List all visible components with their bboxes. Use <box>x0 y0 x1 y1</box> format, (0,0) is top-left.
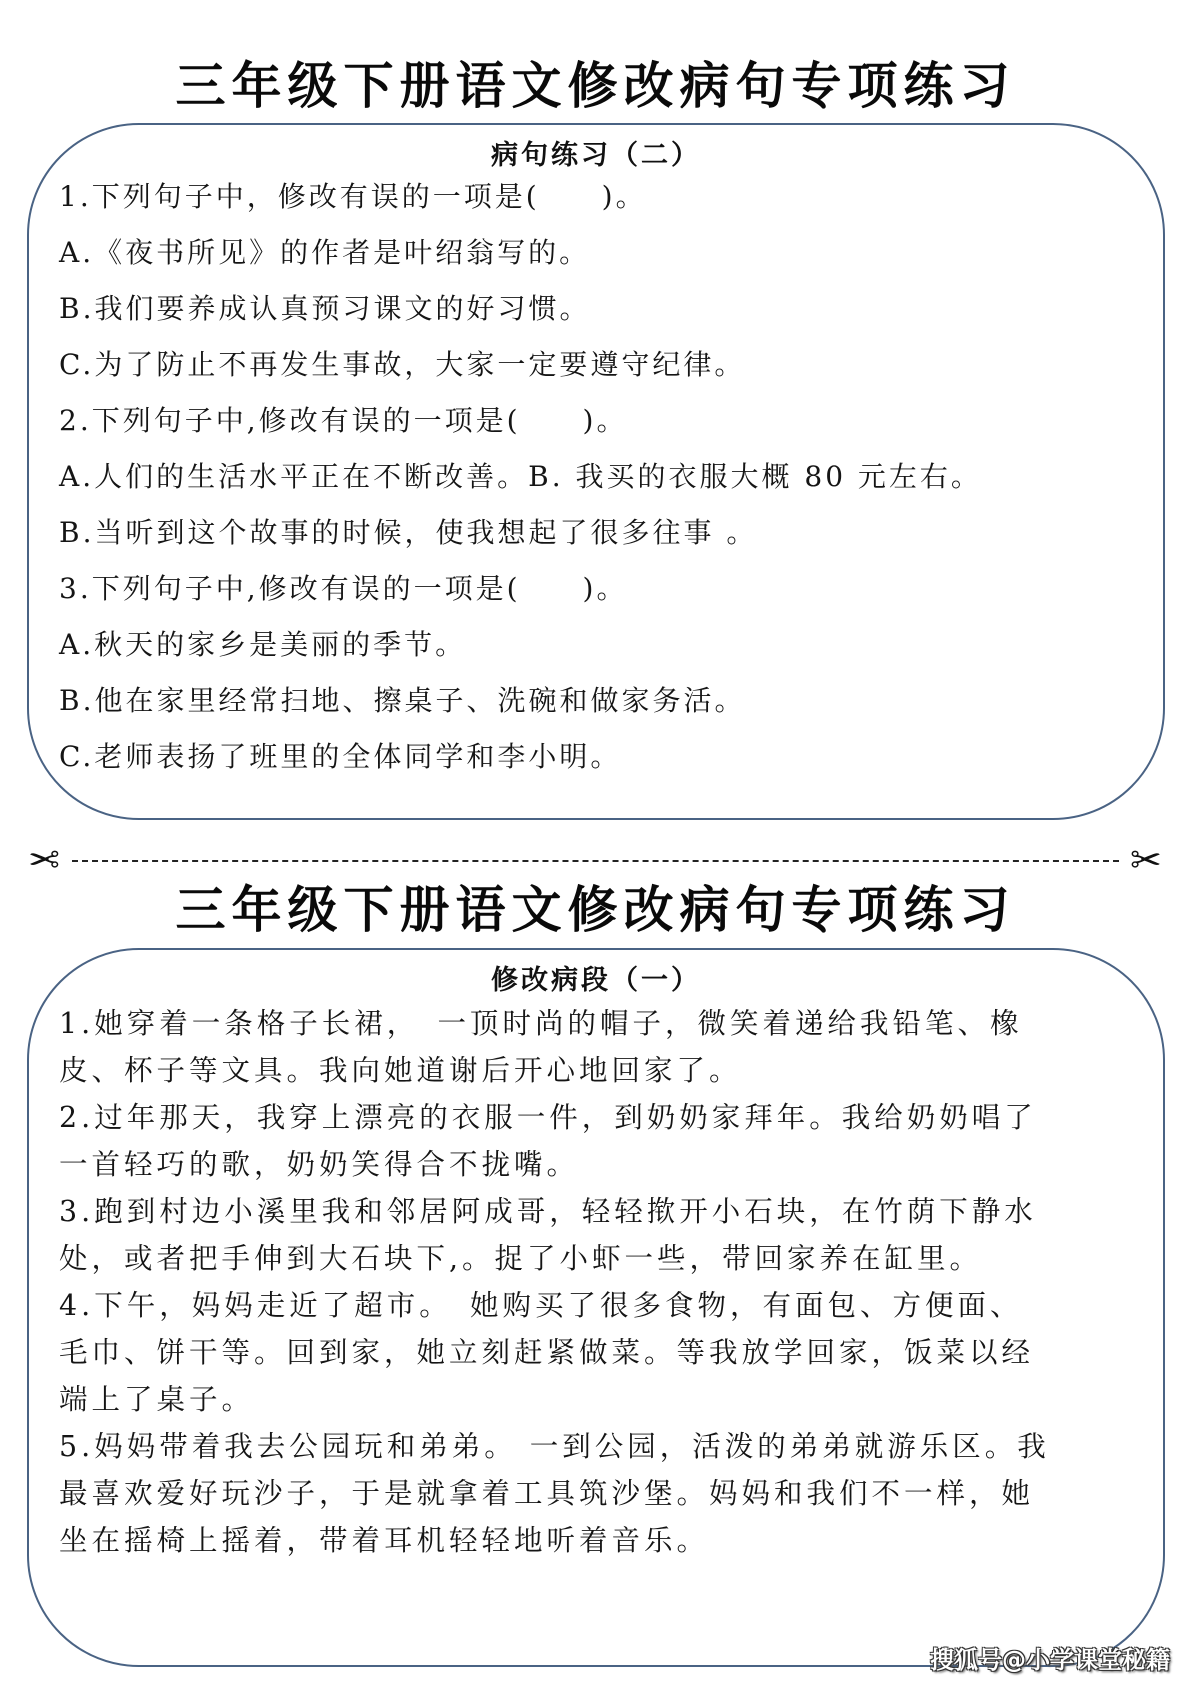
option-line: C.为了防止不再发生事故，大家一定要遵守纪律。 <box>59 348 746 381</box>
exercise-box-1 <box>27 123 1165 820</box>
paragraph-line: 4.下午，妈妈走近了超市。 她购买了很多食物，有面包、方便面、 <box>59 1289 1023 1322</box>
paragraph-line: 处，或者把手伸到大石块下,。捉了小虾一些，带回家养在缸里。 <box>59 1242 983 1275</box>
paragraph-line: 3.跑到村边小溪里我和邻居阿成哥，轻轻揿开小石块，在竹荫下静水 <box>59 1195 1037 1228</box>
paragraph-line: 2.过年那天，我穿上漂亮的衣服一件，到奶奶家拜年。我给奶奶唱了 <box>59 1101 1037 1134</box>
option-line: B.他在家里经常扫地、擦桌子、洗碗和做家务活。 <box>59 684 746 717</box>
option-line: A.《夜书所见》的作者是叶绍翁写的。 <box>59 236 591 269</box>
paragraph-line: 最喜欢爱好玩沙子，于是就拿着工具筑沙堡。妈妈和我们不一样，她 <box>59 1477 1035 1510</box>
question-line: 3.下列句子中,修改有误的一项是( )。 <box>59 572 628 605</box>
page-title-2: 三年级下册语文修改病句专项练习 <box>175 881 1016 939</box>
option-line: A.秋天的家乡是美丽的季节。 <box>59 628 467 661</box>
exercise-box-2 <box>27 948 1165 1667</box>
paragraph-line: 1.她穿着一条格子长裙， 一顶时尚的帽子，微笑着递给我铅笔、橡 <box>59 1007 1023 1040</box>
paragraph-line: 皮、杯子等文具。我向她道谢后开心地回家了。 <box>59 1054 742 1087</box>
scissors-icon-right: ✂ <box>1130 838 1162 882</box>
question-line: 2.下列句子中,修改有误的一项是( )。 <box>59 404 628 437</box>
option-line: B.我们要养成认真预习课文的好习惯。 <box>59 292 591 325</box>
section-subtitle-1: 病句练习（二） <box>491 140 701 171</box>
paragraph-line: 一首轻巧的歌，奶奶笑得合不拢嘴。 <box>59 1148 580 1181</box>
option-line: A.人们的生活水平正在不断改善。B. 我买的衣服大概 80 元左右。 <box>59 460 982 493</box>
question-list-1 <box>59 169 1143 785</box>
paragraph-list-2 <box>59 1000 1143 1564</box>
section-subtitle-2: 修改病段（一） <box>491 965 701 996</box>
option-line: C.老师表扬了班里的全体同学和李小明。 <box>59 740 622 773</box>
paragraph-line: 5.妈妈带着我去公园玩和弟弟。 一到公园，活泼的弟弟就游乐区。我 <box>59 1430 1050 1463</box>
paragraph-line: 坐在摇椅上摇着，带着耳机轻轻地听着音乐。 <box>59 1524 710 1557</box>
question-line: 1.下列句子中，修改有误的一项是( )。 <box>59 180 647 213</box>
watermark: 搜狐号@小学课堂秘籍 <box>930 1646 1170 1674</box>
cut-line-divider <box>72 860 1119 862</box>
paragraph-line: 端上了桌子。 <box>59 1383 255 1416</box>
option-line: B.当听到这个故事的时候，使我想起了很多往事 。 <box>59 516 758 549</box>
paragraph-line: 毛巾、饼干等。回到家，她立刻赶紧做菜。等我放学回家，饭菜以经 <box>59 1336 1035 1369</box>
page-title-1: 三年级下册语文修改病句专项练习 <box>175 57 1016 115</box>
scissors-icon-left: ✂ <box>28 838 60 882</box>
